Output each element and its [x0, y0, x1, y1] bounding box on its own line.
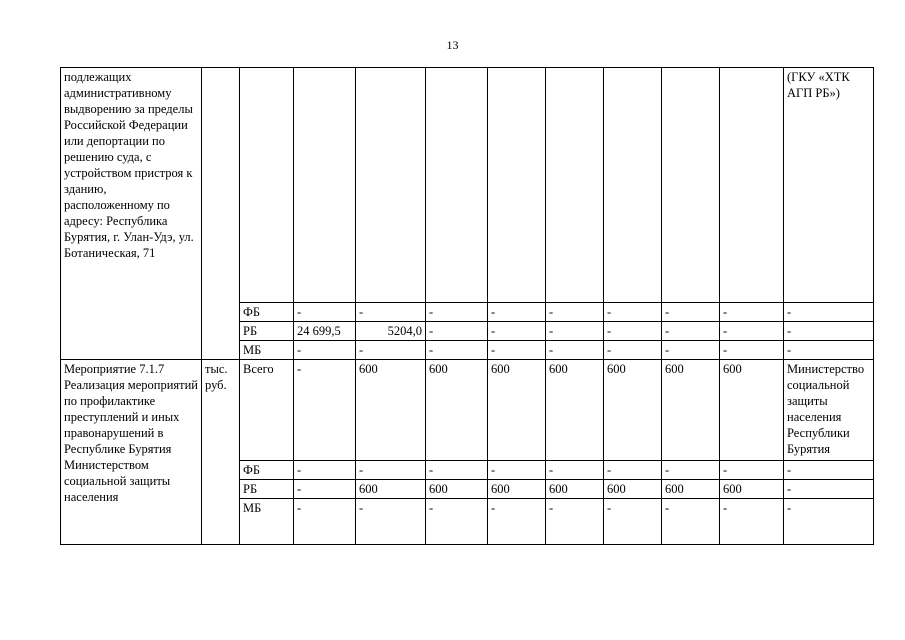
value-cell: 600 [426, 480, 488, 499]
value-cell: - [604, 303, 662, 322]
value-cell: - [604, 499, 662, 545]
value-cell: 600 [720, 360, 784, 461]
value-cell: - [294, 480, 356, 499]
value-cell: - [546, 322, 604, 341]
source-cell: ФБ [240, 461, 294, 480]
value-cell: - [294, 341, 356, 360]
value-cell: - [720, 499, 784, 545]
value-cell [546, 68, 604, 303]
value-cell [604, 68, 662, 303]
value-cell [426, 68, 488, 303]
value-cell: - [294, 499, 356, 545]
source-cell: МБ [240, 499, 294, 545]
measure-description-cell: Мероприятие 7.1.7 Реализация мероприятий по профилактике преступлений и иных правонарушений в Республике Бурятия Министерством социальной защиты населения [61, 360, 202, 545]
value-cell: - [356, 461, 426, 480]
executor-cell: - [784, 480, 874, 499]
executor-cell: - [784, 499, 874, 545]
table-row [61, 68, 874, 303]
value-cell: - [662, 499, 720, 545]
value-cell: - [426, 303, 488, 322]
value-cell [662, 68, 720, 303]
value-cell: - [546, 341, 604, 360]
executor-cell: - [784, 341, 874, 360]
value-cell: - [426, 322, 488, 341]
value-cell: - [294, 461, 356, 480]
value-cell: - [294, 303, 356, 322]
source-cell: РБ [240, 322, 294, 341]
value-cell: 600 [604, 480, 662, 499]
value-cell: - [488, 322, 546, 341]
value-cell: 600 [604, 360, 662, 461]
value-cell: - [546, 461, 604, 480]
value-cell: - [546, 499, 604, 545]
value-cell: 600 [662, 360, 720, 461]
value-cell: 600 [488, 360, 546, 461]
unit-cell: тыс. руб. [202, 360, 240, 545]
value-cell: 5204,0 [356, 322, 426, 341]
value-cell: - [662, 341, 720, 360]
value-cell: - [356, 303, 426, 322]
executor-cell: - [784, 322, 874, 341]
value-cell [488, 68, 546, 303]
value-cell: - [356, 499, 426, 545]
source-cell: ФБ [240, 303, 294, 322]
value-cell: - [720, 322, 784, 341]
value-cell: - [488, 461, 546, 480]
value-cell: 600 [488, 480, 546, 499]
value-cell [356, 68, 426, 303]
executor-cell: Министерство социальной защиты населения Республики Бурятия [784, 360, 874, 461]
executor-cell: (ГКУ «ХТК АГП РБ») [784, 68, 874, 303]
value-cell: - [426, 461, 488, 480]
value-cell: - [294, 360, 356, 461]
unit-cell [202, 68, 240, 360]
value-cell [294, 68, 356, 303]
value-cell: - [488, 341, 546, 360]
value-cell: - [488, 303, 546, 322]
value-cell: 600 [356, 360, 426, 461]
value-cell: - [356, 341, 426, 360]
value-cell: - [662, 322, 720, 341]
value-cell: - [426, 499, 488, 545]
executor-cell: - [784, 303, 874, 322]
executor-cell: - [784, 461, 874, 480]
value-cell: - [604, 322, 662, 341]
value-cell: - [720, 461, 784, 480]
table-row [61, 360, 874, 461]
value-cell: - [662, 303, 720, 322]
source-cell: МБ [240, 341, 294, 360]
value-cell [720, 68, 784, 303]
value-cell: - [604, 341, 662, 360]
value-cell: - [604, 461, 662, 480]
value-cell: - [488, 499, 546, 545]
value-cell: - [546, 303, 604, 322]
value-cell: 600 [426, 360, 488, 461]
value-cell: 600 [662, 480, 720, 499]
source-cell: РБ [240, 480, 294, 499]
value-cell: 24 699,5 [294, 322, 356, 341]
source-cell: Всего [240, 360, 294, 461]
page-number: 13 [446, 38, 459, 52]
value-cell: - [720, 303, 784, 322]
value-cell: 600 [720, 480, 784, 499]
measure-description-cell: подлежащих административному выдворению за пределы Российской Федерации или депортации по решению суда, с устройством пристроя к зданию, расположенному по адресу: Республика Бурятия, г. Улан-Удэ, ул. Ботаническая, 71 [61, 68, 202, 360]
value-cell: - [662, 461, 720, 480]
value-cell: 600 [546, 480, 604, 499]
value-cell: - [426, 341, 488, 360]
source-cell [240, 68, 294, 303]
value-cell: 600 [356, 480, 426, 499]
value-cell: - [720, 341, 784, 360]
value-cell: 600 [546, 360, 604, 461]
program-table [60, 67, 874, 545]
